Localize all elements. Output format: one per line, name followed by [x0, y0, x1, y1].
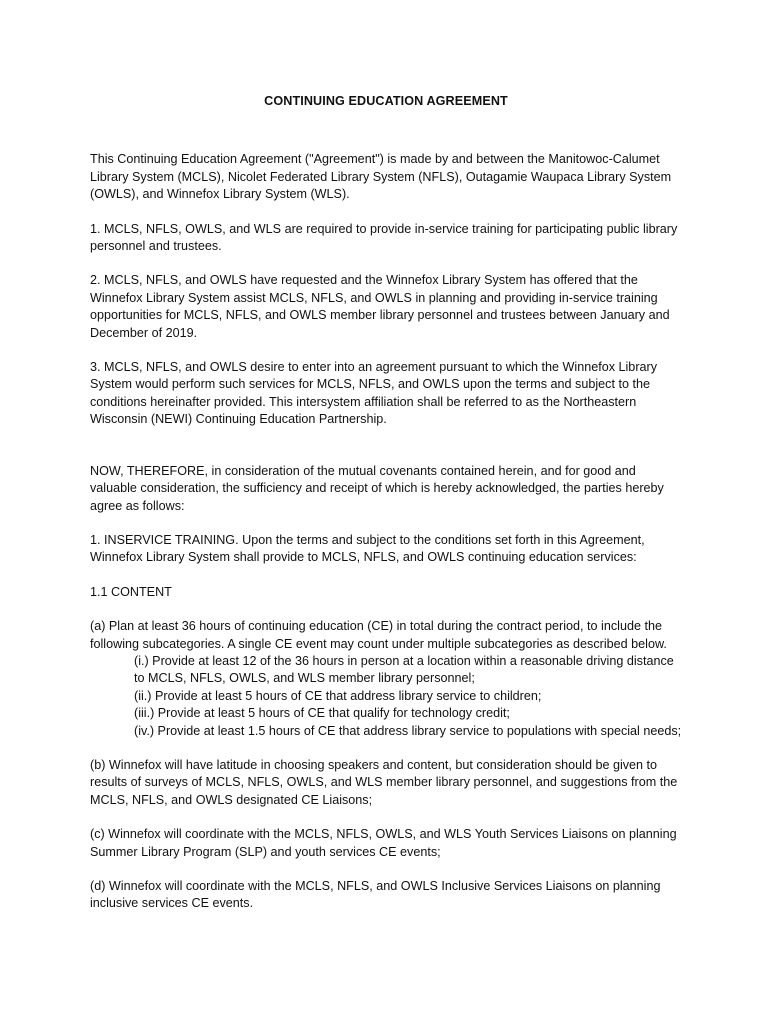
document-page [90, 93, 682, 930]
item-d-paragraph: (d) Winnefox will coordinate with the MCLS, NFLS, and OWLS Inclusive Services Liaisons on planning inclusive services CE events. [90, 879, 661, 911]
item-a-sub-iii: (iii.) Provide at least 5 hours of CE that qualify for technology credit; [134, 706, 510, 721]
section-1-1-heading: 1.1 CONTENT [90, 584, 172, 599]
document-title: CONTINUING EDUCATION AGREEMENT [264, 94, 508, 108]
item-a-sub-iv: (iv.) Provide at least 1.5 hours of CE that address library service to populations with special needs; [134, 723, 682, 738]
recital-2: 2. MCLS, NFLS, and OWLS have requested and the Winnefox Library System has offered that the Winnefox Library System assist MCLS, NFLS, and OWLS in planning and providing in-service training opportunities for MCLS, NFLS, and OWLS member library personnel and trustees between January and December of 2019. [90, 273, 670, 340]
section-1-paragraph: 1. INSERVICE TRAINING. Upon the terms and subject to the conditions set forth in this Agreement, Winnefox Library System shall provide to MCLS, NFLS, and OWLS continuing education services: [90, 532, 645, 565]
item-c-paragraph: (c) Winnefox will coordinate with the MCLS, NFLS, OWLS, and WLS Youth Services Liaisons on planning Summer Library Program (SLP) and youth services CE events; [90, 827, 677, 859]
item-a-subitems [90, 653, 682, 740]
recital-3: 3. MCLS, NFLS, and OWLS desire to enter into an agreement pursuant to which the Winnefox Library System would perform such services for MCLS, NFLS, and OWLS upon the terms and subject to the conditions hereinafter provided. This intersystem affiliation shall be referred to as the Northeastern Wisconsin (NEWI) Continuing Education Partnership. [90, 360, 658, 427]
recital-1: 1. MCLS, NFLS, OWLS, and WLS are required to provide in-service training for participating public library personnel and trustees. [90, 221, 678, 254]
now-therefore-paragraph: NOW, THEREFORE, in consideration of the mutual covenants contained herein, and for good and valuable consideration, the sufficiency and receipt of which is hereby acknowledged, the parties hereby agree as follows: [90, 463, 664, 513]
item-a-block [90, 618, 682, 740]
intro-paragraph: This Continuing Education Agreement ("Agreement") is made by and between the Manitowoc-Calumet Library System (MCLS), Nicolet Federated Library System (NFLS), Outagamie Waupaca Library System (OWLS), and Winnefox Library System (WLS). [90, 152, 672, 202]
item-a-sub-i: (i.) Provide at least 12 of the 36 hours in person at a location within a reasonable driving distance to MCLS, NFLS, OWLS, and WLS member library personnel; [134, 653, 674, 686]
item-a-sub-ii: (ii.) Provide at least 5 hours of CE that address library service to children; [134, 688, 542, 703]
item-b-paragraph: (b) Winnefox will have latitude in choosing speakers and content, but consideration should be given to results of surveys of MCLS, NFLS, OWLS, and WLS member library personnel, and suggestions from the MCLS, NFLS, and OWLS designated CE Liaisons; [90, 757, 678, 807]
item-a-paragraph: (a) Plan at least 36 hours of continuing education (CE) in total during the contract period, to include the following subcategories. A single CE event may count under multiple subcategories as described below. [90, 619, 667, 651]
